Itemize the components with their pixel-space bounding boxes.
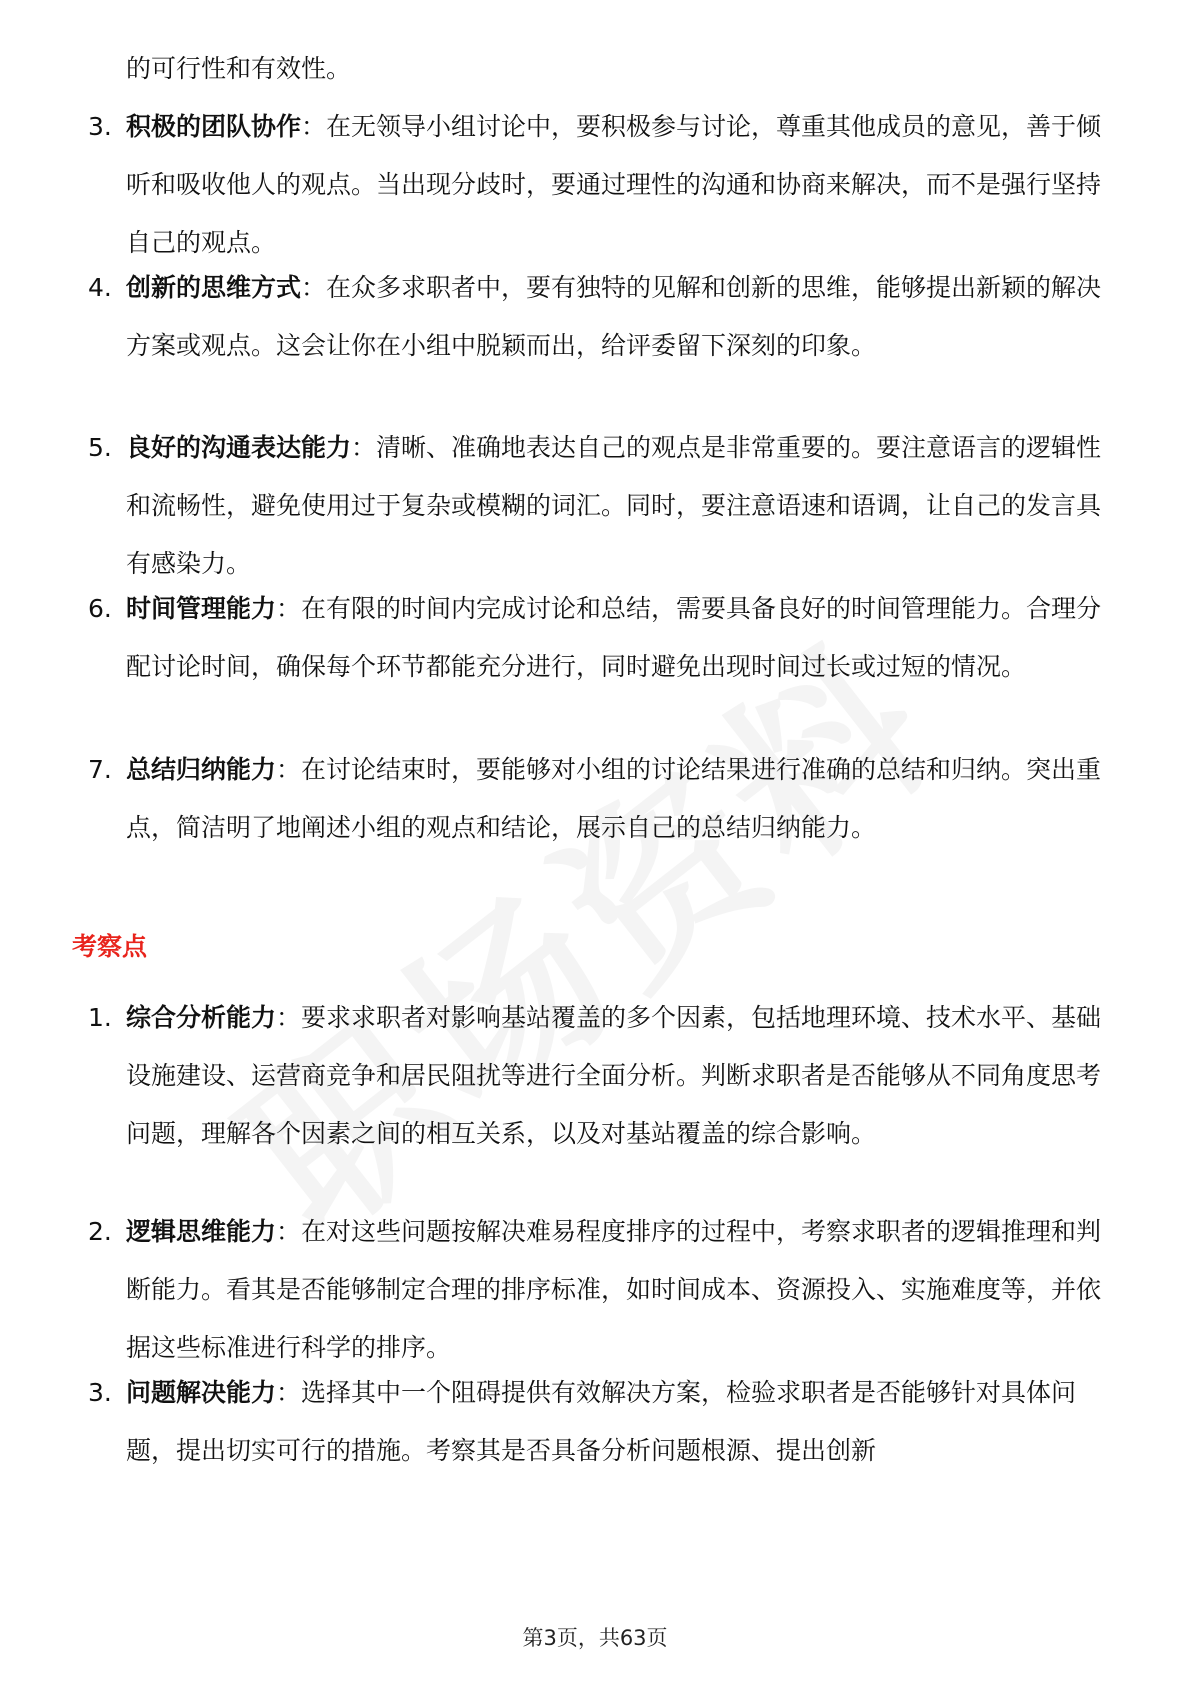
list-item-text: 清晰、准确地表达自己的观点是非常重要的。要注意语言的逻辑性和流畅性，避免使用过于复杂或模糊的词汇。同时，要注意语速和语调，让自己的发言具有感染力。 — [126, 433, 1102, 578]
list-item-number: 3. — [88, 1378, 112, 1407]
list-item-body — [126, 741, 1116, 857]
list-item-number: 1. — [88, 1003, 112, 1032]
list-item-separator: ： — [276, 1217, 302, 1246]
list-item-body — [126, 1364, 1116, 1480]
list-item-title: 综合分析能力 — [126, 1003, 277, 1032]
list-item-title: 创新的思维方式 — [126, 273, 302, 302]
list-item-text: 选择其中一个阻碍提供有效解决方案，检验求职者是否能够针对具体问题，提出切实可行的措施。考察其是否具备分析问题根源、提出创新 — [126, 1378, 1077, 1465]
list-item-title: 问题解决能力 — [126, 1378, 277, 1407]
list-item-separator: ： — [301, 273, 327, 302]
list-item-text: 要求求职者对影响基站覆盖的多个因素，包括地理环境、技术水平、基础设施建设、运营商竞争和居民阻扰等进行全面分析。判断求职者是否能够从不同角度思考问题，理解各个因素之间的相互关系，以及对基站覆盖的综合影响。 — [126, 1003, 1102, 1148]
list-item-body — [126, 580, 1116, 696]
section-heading: 考察点 — [72, 932, 148, 961]
list-item-title: 良好的沟通表达能力 — [126, 433, 352, 462]
list-item-separator: ： — [276, 1003, 302, 1032]
list-item-separator: ： — [301, 112, 327, 141]
list-item-title: 时间管理能力 — [126, 594, 277, 623]
list-item-title: 积极的团队协作 — [126, 112, 302, 141]
list-item-body — [126, 1203, 1116, 1377]
list-item-text: 在对这些问题按解决难易程度排序的过程中，考察求职者的逻辑推理和判断能力。看其是否能够制定合理的排序标准，如时间成本、资源投入、实施难度等，并依据这些标准进行科学的排序。 — [126, 1217, 1102, 1362]
list-item-separator: ： — [351, 433, 377, 462]
list-item-text: 在讨论结束时，要能够对小组的讨论结果进行准确的总结和归纳。突出重点，简洁明了地阐述小组的观点和结论，展示自己的总结归纳能力。 — [126, 755, 1102, 842]
list-item-text: 在无领导小组讨论中，要积极参与讨论，尊重其他成员的意见，善于倾听和吸收他人的观点。当出现分歧时，要通过理性的沟通和协商来解决，而不是强行坚持自己的观点。 — [126, 112, 1102, 257]
list-item-separator: ： — [276, 594, 302, 623]
intro-tail-text: 的可行性和有效性。 — [126, 54, 352, 83]
list-item-body — [126, 98, 1116, 272]
list-item-number: 4. — [88, 273, 112, 302]
list-item-text: 在众多求职者中，要有独特的见解和创新的思维，能够提出新颖的解决方案或观点。这会让你在小组中脱颖而出，给评委留下深刻的印象。 — [126, 273, 1102, 360]
list-item-title: 逻辑思维能力 — [126, 1217, 277, 1246]
list-item-title: 总结归纳能力 — [126, 755, 277, 784]
list-item-number: 2. — [88, 1217, 112, 1246]
list-item-body — [126, 259, 1116, 375]
list-item-number: 3. — [88, 112, 112, 141]
list-item-number: 5. — [88, 433, 112, 462]
list-item-number: 7. — [88, 755, 112, 784]
list-item-number: 6. — [88, 594, 112, 623]
list-item-body — [126, 989, 1116, 1163]
list-item-separator: ： — [276, 755, 302, 784]
list-item-separator: ： — [276, 1378, 302, 1407]
page-number-footer: 第3页，共63页 — [522, 1626, 668, 1650]
list-item-text: 在有限的时间内完成讨论和总结，需要具备良好的时间管理能力。合理分配讨论时间，确保每个环节都能充分进行，同时避免出现时间过长或过短的情况。 — [126, 594, 1102, 681]
list-item-body — [126, 419, 1116, 593]
